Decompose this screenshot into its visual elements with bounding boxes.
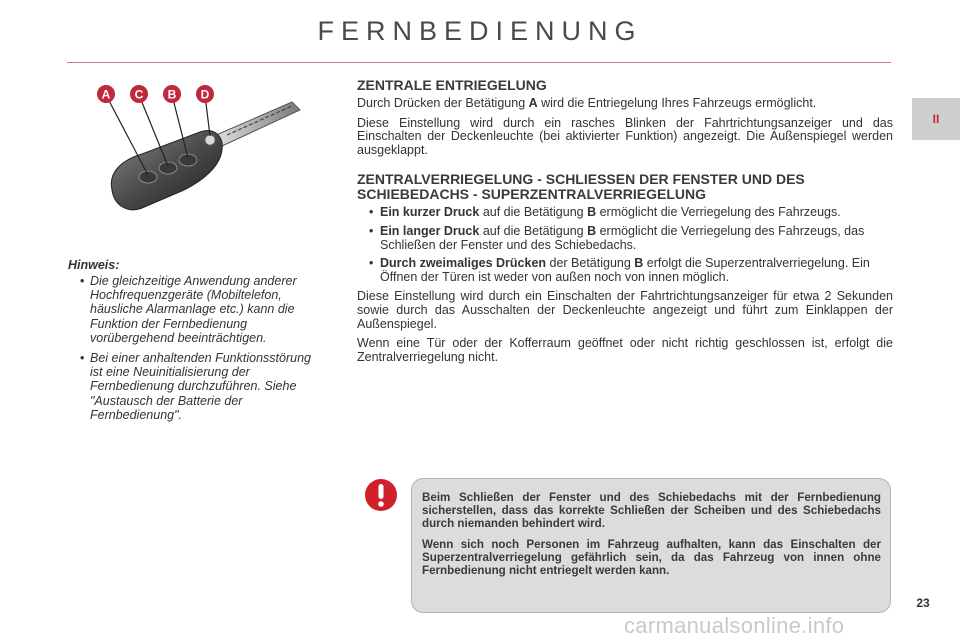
exclamation-icon (364, 478, 398, 512)
lock-bullet-double-press: • Durch zweimaliges Drücken der Betätigung B erfolgt die Superzentralverriegelung. Ein Öffnen der Türen ist weder von außen noch von innen möglich. (357, 257, 893, 284)
page-number: 23 (916, 596, 930, 610)
note-list (68, 274, 318, 422)
main-content (357, 78, 893, 370)
note-item: • Die gleichzeitige Anwendung anderer Hochfrequenzgeräte (Mobiltelefon, häusliche Alarmanlage etc.) kann die Funktion der Fernbedienung vorübergehend beeinträchtigen. (68, 274, 318, 345)
note-item: • Bei einer anhaltenden Funktionsstörung ist eine Neuinitialisierung der Fernbedienung durchzuführen. Siehe "Austausch der Batterie der Fernbedienung". (68, 351, 318, 422)
warning-paragraph-2: Wenn sich noch Personen im Fahrzeug aufhalten, kann das Einschalten der Superzentralverriegelung gefährlich sein, da das Fahrzeug von innen ohne Fernbedienung nicht entriegelt werden kann. (422, 537, 881, 578)
key-blade (214, 102, 300, 146)
warning-paragraph-1: Beim Schließen der Fenster und des Schiebedachs mit der Fernbedienung sicherstellen, dass das korrekte Schließen der Scheiben und des Schiebedachs durch niemanden behindert wird. (422, 491, 881, 531)
lock-paragraph-1: Diese Einstellung wird durch ein Einschalten der Fahrtrichtungsanzeiger für etwa 2 Sekunden sowie durch das Ausschalten der Deckenleuchte angezeigt und führt zum Einklappen der Außenspiegel. (357, 289, 893, 331)
key-button-trunk (159, 162, 177, 174)
watermark: carmanualsonline.info (624, 613, 845, 638)
unlock-paragraph-1: Durch Drücken der Betätigung A wird die Entriegelung Ihres Fahrzeugs ermöglicht. (357, 96, 817, 110)
lock-paragraph-2: Wenn eine Tür oder der Kofferraum geöffnet oder nicht richtig geschlossen ist, erfolgt die Zentralverriegelung nicht. (357, 336, 893, 364)
note-title: Hinweis: (68, 258, 120, 272)
key-label-a: A (101, 87, 111, 102)
page-title: FERNBEDIENUNG (317, 16, 643, 46)
chapter-tab[interactable]: II (912, 98, 960, 140)
key-button-unlock (139, 171, 157, 183)
note-box (68, 258, 318, 428)
key-label-c: C (134, 87, 144, 102)
key-label-d: D (200, 87, 210, 102)
warning-box (411, 478, 891, 613)
key-fold-button (205, 135, 215, 145)
lock-bullet-short-press: • Ein kurzer Druck auf die Betätigung B ermöglicht die Verriegelung des Fahrzeugs. (357, 206, 893, 220)
lock-bullet-list (357, 206, 893, 284)
unlock-paragraph-2: Diese Einstellung wird durch ein rasches Blinken der Fahrtrichtungsanzeiger und das Einschalten der Deckenleuchte (bei aktivierter Funktion) angezeigt. Die Außenspiegel werden ausgeklappt. (357, 115, 893, 157)
heading-central-unlock: ZENTRALE ENTRIEGELUNG (357, 77, 547, 93)
title-divider (67, 62, 891, 63)
key-label-b: B (167, 87, 177, 102)
remote-key-image (92, 80, 332, 240)
heading-central-lock: ZENTRALVERRIEGELUNG - SCHLIESSEN DER FENSTER UND DES SCHIEBEDACHS - SUPERZENTRALVERRIEGELUNG (357, 171, 805, 203)
lock-bullet-long-press: • Ein langer Druck auf die Betätigung B ermöglicht die Verriegelung des Fahrzeugs, das Schließen der Fenster und des Schiebedachs. (357, 225, 893, 252)
key-ref-a: A (528, 96, 538, 110)
